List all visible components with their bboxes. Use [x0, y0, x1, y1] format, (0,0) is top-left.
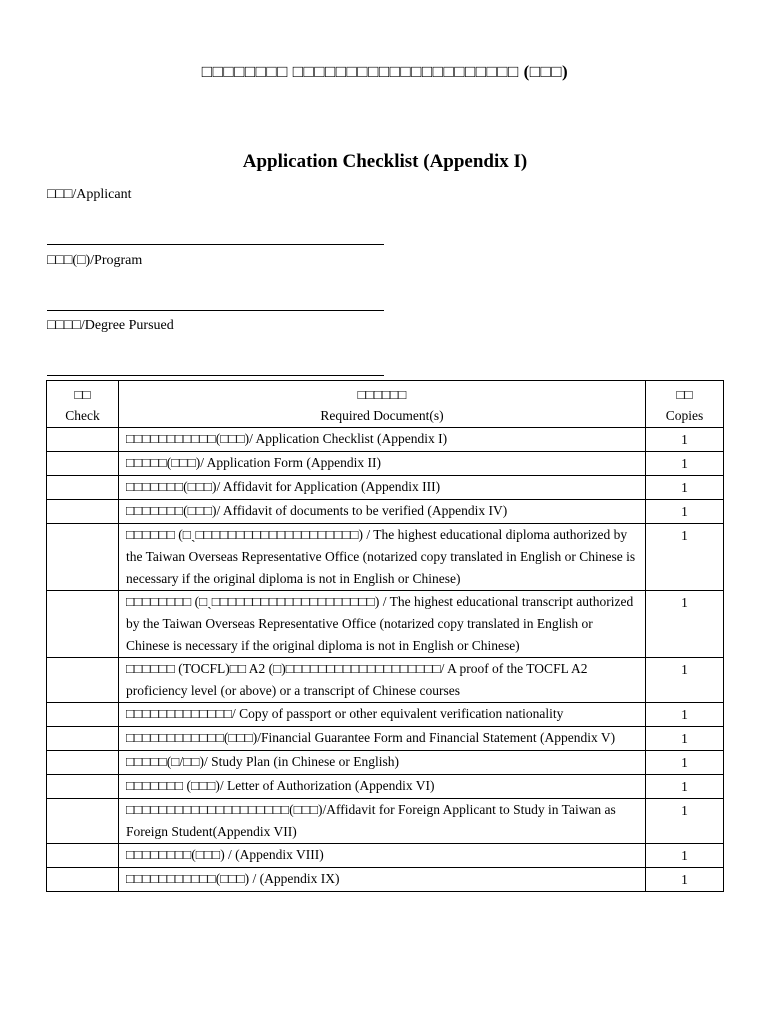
header-copies-zh: □□	[676, 387, 693, 402]
document-title: Application Checklist (Appendix I)	[242, 151, 528, 172]
check-cell[interactable]	[47, 751, 119, 775]
copies-cell: 1	[646, 799, 724, 844]
document-cell: □□□□□□ (TOCFL)□□ A2 (□)□□□□□□□□□□□□□□□□□□□/ A proof of the TOCFL A2 proficiency level (or above) or a transcript of Chinese courses	[119, 658, 646, 703]
document-cell: □□□□□□ (□ˏ□□□□□□□□□□□□□□□□□□□□) / The highest educational diploma authorized by the Taiwan Overseas Representative Office (notarized copy translated in English or Chinese is necessary if the original diploma is not in English or Chinese)	[119, 524, 646, 591]
program-label: □□□(□)/Program	[47, 253, 143, 268]
check-cell[interactable]	[47, 591, 119, 658]
document-cell: □□□□□(□□□)/ Application Form (Appendix II)	[119, 452, 646, 476]
check-cell[interactable]	[47, 727, 119, 751]
copies-cell: 1	[646, 844, 724, 868]
document-cell: □□□□□□□□□□□□(□□□)/Financial Guarantee Form and Financial Statement (Appendix V)	[119, 727, 646, 751]
copies-cell: 1	[646, 500, 724, 524]
organization-title: □□□□□□□□ □□□□□□□□□□□□□□□□□□□□□ (□□□)	[201, 62, 569, 81]
check-cell[interactable]	[47, 476, 119, 500]
document-cell: □□□□□□□(□□□)/ Affidavit of documents to be verified (Appendix IV)	[119, 500, 646, 524]
checklist-table	[46, 380, 724, 892]
table-row	[47, 844, 724, 868]
copies-cell: 1	[646, 428, 724, 452]
copies-cell: 1	[646, 591, 724, 658]
check-cell[interactable]	[47, 799, 119, 844]
header-document-zh: □□□□□□	[357, 387, 407, 402]
table-row	[47, 591, 724, 658]
table-row	[47, 658, 724, 703]
header-check	[47, 381, 119, 428]
copies-cell: 1	[646, 452, 724, 476]
table-row	[47, 727, 724, 751]
document-cell: □□□□□(□/□□)/ Study Plan (in Chinese or English)	[119, 751, 646, 775]
document-cell: □□□□□□□□□□□□□/ Copy of passport or other equivalent verification nationality	[119, 703, 646, 727]
applicant-line[interactable]	[47, 244, 384, 245]
copies-cell: 1	[646, 476, 724, 500]
check-cell[interactable]	[47, 524, 119, 591]
table-row	[47, 428, 724, 452]
table-header-row	[47, 381, 724, 428]
document-cell: □□□□□□□□(□□□) / (Appendix VIII)	[119, 844, 646, 868]
degree-line[interactable]	[47, 375, 384, 376]
table-row	[47, 452, 724, 476]
document-cell: □□□□□□□□ (□ˏ□□□□□□□□□□□□□□□□□□□□) / The highest educational transcript authorized by the Taiwan Overseas Representative Office (notarized copy translated in English or Chinese is necessary if the original diploma is not in English or Chinese)	[119, 591, 646, 658]
header-document-en: Required Document(s)	[320, 408, 444, 423]
copies-cell: 1	[646, 727, 724, 751]
table-row	[47, 476, 724, 500]
check-cell[interactable]	[47, 428, 119, 452]
copies-cell: 1	[646, 868, 724, 892]
applicant-label: □□□/Applicant	[47, 187, 132, 202]
header-copies	[646, 381, 724, 428]
program-line[interactable]	[47, 310, 384, 311]
table-row	[47, 799, 724, 844]
header-document	[119, 381, 646, 428]
document-cell: □□□□□□□(□□□)/ Affidavit for Application (Appendix III)	[119, 476, 646, 500]
header-check-en: Check	[65, 408, 100, 423]
check-cell[interactable]	[47, 500, 119, 524]
header-copies-en: Copies	[665, 408, 704, 423]
header-check-zh: □□	[74, 387, 91, 402]
document-cell: □□□□□□□□□□□□□□□□□□□□(□□□)/Affidavit for Foreign Applicant to Study in Taiwan as Foreign Student(Appendix VII)	[119, 799, 646, 844]
table-row	[47, 703, 724, 727]
check-cell[interactable]	[47, 452, 119, 476]
copies-cell: 1	[646, 775, 724, 799]
check-cell[interactable]	[47, 868, 119, 892]
table-row	[47, 868, 724, 892]
check-cell[interactable]	[47, 703, 119, 727]
copies-cell: 1	[646, 751, 724, 775]
document-cell: □□□□□□□ (□□□)/ Letter of Authorization (Appendix VI)	[119, 775, 646, 799]
degree-label: □□□□/Degree Pursued	[47, 318, 174, 333]
check-cell[interactable]	[47, 658, 119, 703]
copies-cell: 1	[646, 524, 724, 591]
table-row	[47, 751, 724, 775]
document-cell: □□□□□□□□□□□(□□□) / (Appendix IX)	[119, 868, 646, 892]
table-row	[47, 524, 724, 591]
table-row	[47, 775, 724, 799]
check-cell[interactable]	[47, 775, 119, 799]
check-cell[interactable]	[47, 844, 119, 868]
document-cell: □□□□□□□□□□□(□□□)/ Application Checklist (Appendix I)	[119, 428, 646, 452]
table-row	[47, 500, 724, 524]
copies-cell: 1	[646, 703, 724, 727]
copies-cell: 1	[646, 658, 724, 703]
